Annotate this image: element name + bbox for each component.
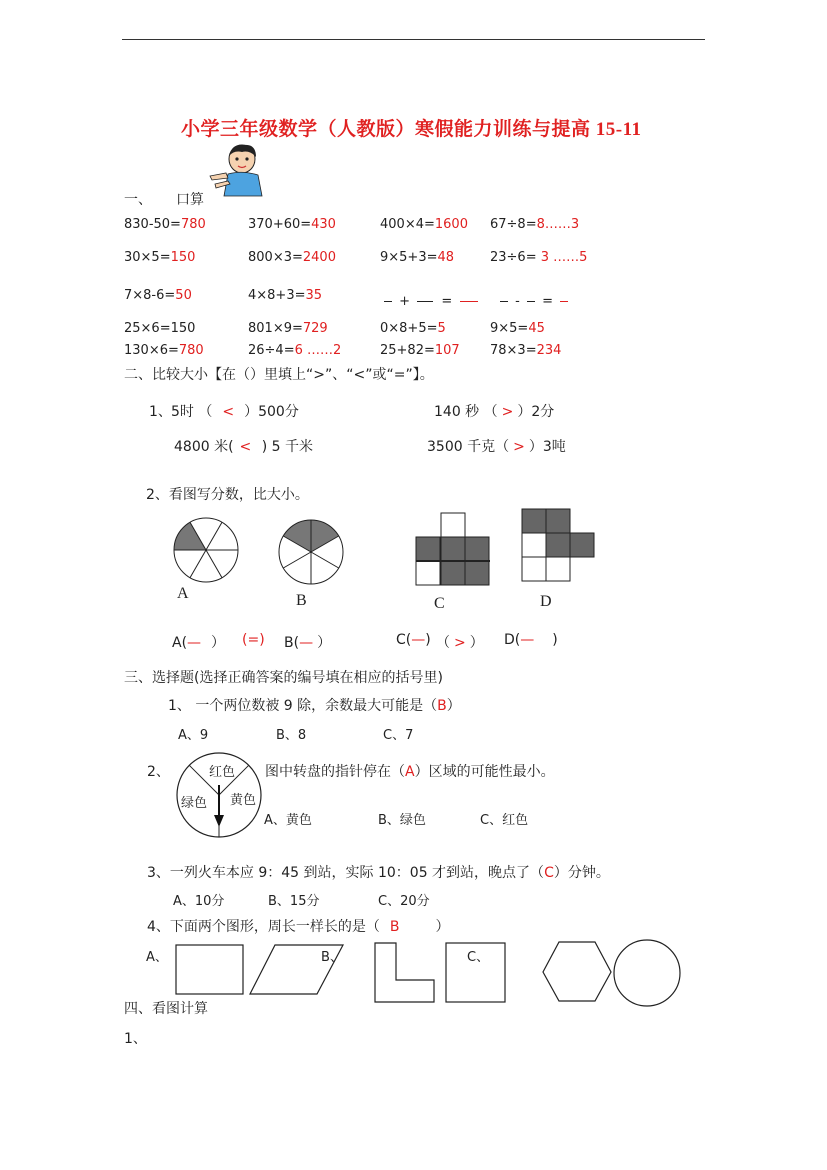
mental-math-answer: 150 — [170, 250, 196, 265]
fraction-answer-d: D(— ) — [504, 632, 558, 648]
mental-math-item — [490, 343, 561, 358]
shape-b-l-shape — [374, 942, 436, 1004]
choice-q1-option-b: B、8 — [276, 728, 307, 743]
mental-math-question: 9×5= — [490, 321, 529, 336]
choice-q3-option-b: B、15分 — [268, 894, 320, 909]
shape-a-parallelogram — [249, 944, 345, 996]
choice-q2: 图中转盘的指针停在（A）区域的可能性最小。 — [265, 764, 555, 780]
choice-q3: 3、一列火车本应 9：45 到站，实际 10：05 才到站，晚点了（C）分钟。 — [147, 865, 610, 881]
mental-math-item — [490, 217, 579, 232]
mental-math-question: 25+82= — [380, 343, 435, 358]
mental-math-item — [490, 250, 587, 265]
header-rule — [122, 39, 705, 40]
mental-math-item — [248, 288, 322, 303]
mental-math-question: 801×9= — [248, 321, 303, 336]
fraction-figure-c — [415, 512, 491, 586]
fraction-compare-cd: （ > ） — [436, 635, 484, 651]
fraction-figure-b — [278, 519, 344, 585]
shape-pair-label-c: C、 — [467, 950, 490, 965]
mental-math-answer: 48 — [437, 250, 455, 265]
section1-heading: 口算 — [176, 192, 204, 208]
fraction-answer-c: C(—) — [396, 632, 431, 648]
shape-c-circle — [612, 938, 682, 1008]
choice-q3-option-c: C、20分 — [378, 894, 430, 909]
figure-label-c: C — [434, 595, 445, 612]
spinner-region-yellow: 黄色 — [230, 793, 257, 808]
mental-math-item — [380, 250, 454, 265]
choice-q2-option-b: B、绿色 — [378, 813, 426, 828]
mental-math-question: 130×6= — [124, 343, 179, 358]
mental-math-answer: 45 — [528, 321, 545, 336]
shape-a-rectangle — [175, 944, 245, 996]
mental-math-item — [124, 288, 192, 303]
shape-pair-label-b: B、 — [321, 950, 343, 965]
mental-math-item — [490, 321, 545, 336]
mental-math-item — [248, 321, 328, 336]
page-title: 小学三年级数学（人教版）寒假能力训练与提高 15-11 — [181, 119, 642, 140]
mental-math-answer: 107 — [434, 343, 460, 358]
section4-item-1: 1、 — [124, 1031, 147, 1047]
mental-math-item — [380, 217, 468, 232]
mental-math-item — [124, 321, 195, 336]
mental-math-answer: 430 — [311, 217, 336, 232]
mental-math-answer: 2400 — [302, 250, 336, 265]
mental-math-question: 800×3= — [248, 250, 303, 265]
mental-math-answer: 8……3 — [536, 217, 580, 232]
mental-math-item — [124, 250, 195, 265]
mental-math-question: 0×8+5= — [380, 321, 438, 336]
mental-math-item — [248, 250, 336, 265]
mental-math-item — [248, 217, 336, 232]
compare-item-3: 4800 米( < ) 5 千米 — [174, 439, 314, 455]
mental-math-question: 26÷4= — [248, 343, 295, 358]
section2-heading: 二、比较大小【在（）里填上“>”、“<”或“=”】。 — [124, 367, 434, 383]
fraction-answer-a: A(— ） — [172, 635, 226, 651]
choice-q4: 4、下面两个图形，周长一样长的是（ B ） — [147, 919, 450, 935]
mental-math-question: 400×4= — [380, 217, 435, 232]
mental-math-answer: 35 — [305, 288, 323, 303]
choice-q1-option-c: C、7 — [383, 728, 414, 743]
shape-c-hexagon — [541, 941, 613, 1003]
mental-math-question: 30×5= — [124, 250, 171, 265]
fraction-blank-1: + = — [384, 294, 478, 309]
choice-q3-option-a: A、10分 — [173, 894, 225, 909]
section3-heading: 三、选择题(选择正确答案的编号填在相应的括号里) — [124, 670, 443, 686]
mental-math-answer: 50 — [175, 288, 192, 303]
mental-math-answer: 150 — [170, 321, 196, 336]
fraction-question-text: 2、看图写分数，比大小。 — [146, 487, 309, 503]
spinner-region-green: 绿色 — [181, 796, 208, 811]
section4-heading: 四、看图计算 — [124, 1001, 208, 1017]
mental-math-answer: 780 — [180, 217, 206, 232]
fraction-answer-b: B(— ） — [284, 635, 332, 651]
shape-pair-label-a: A、 — [146, 950, 168, 965]
mental-math-item — [380, 343, 460, 358]
mental-math-question: 9×5+3= — [380, 250, 438, 265]
mental-math-question: 25×6= — [124, 321, 171, 336]
mental-math-answer: 5 — [437, 321, 446, 336]
choice-q1-option-a: A、9 — [178, 728, 209, 743]
choice-q2-number: 2、 — [147, 764, 170, 780]
compare-item-2: 140 秒 （ > ）2分 — [434, 404, 555, 420]
mental-math-item — [380, 321, 446, 336]
mental-math-answer: 729 — [302, 321, 328, 336]
mental-math-question: 4×8+3= — [248, 288, 306, 303]
mental-math-item — [248, 343, 341, 358]
figure-label-b: B — [296, 592, 307, 609]
mental-math-question: 67÷8= — [490, 217, 537, 232]
compare-item-1: 5时 （ < ）500分 — [171, 404, 299, 420]
mental-math-answer: 1600 — [434, 217, 468, 232]
mental-math-answer: 234 — [536, 343, 562, 358]
mental-math-item — [124, 343, 204, 358]
mental-math-answer: 780 — [178, 343, 204, 358]
figure-label-d: D — [540, 593, 552, 610]
spinner-region-red: 红色 — [209, 765, 236, 780]
section1-number: 一、 — [124, 192, 152, 208]
shape-b-square — [445, 942, 507, 1004]
mental-math-question: 830-50= — [124, 217, 181, 232]
choice-q1: 1、 一个两位数被 9 除，余数最大可能是（B） — [168, 698, 461, 714]
fraction-figure-a — [173, 517, 239, 583]
fraction-blank-2: - = — [500, 294, 568, 309]
choice-q2-option-a: A、黄色 — [264, 813, 312, 828]
mental-math-item — [124, 217, 206, 232]
cartoon-boy-illustration — [208, 142, 272, 196]
compare-item-4: 3500 千克（ > ）3吨 — [427, 439, 566, 455]
mental-math-question: 7×8-6= — [124, 288, 176, 303]
mental-math-answer: 3 ……5 — [540, 250, 588, 265]
mental-math-answer: 6 ……2 — [294, 343, 342, 358]
mental-math-question: 78×3= — [490, 343, 537, 358]
compare-q1-number: 1、 — [149, 404, 172, 420]
fraction-compare-ab: (=) — [242, 632, 265, 648]
mental-math-question: 370+60= — [248, 217, 312, 232]
figure-label-a: A — [177, 585, 189, 602]
fraction-figure-d — [521, 508, 597, 582]
mental-math-question: 23÷6= — [490, 250, 541, 265]
choice-q2-option-c: C、红色 — [480, 813, 529, 828]
